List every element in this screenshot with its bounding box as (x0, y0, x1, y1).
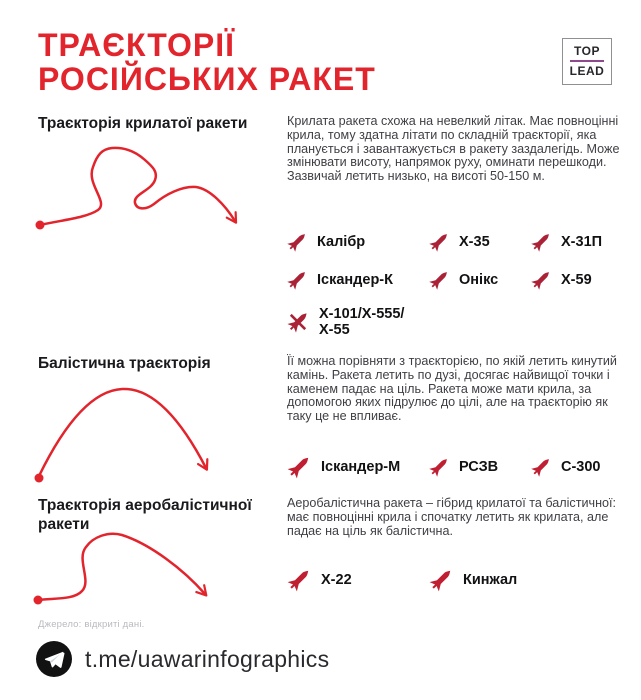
missile-item (427, 230, 527, 254)
missile-label: Онікс (459, 272, 499, 288)
missile-item (427, 455, 527, 479)
missile-item (427, 566, 527, 594)
section-heading: Траєкторія аеробалістичної ракети (38, 497, 252, 533)
telegram-link[interactable] (36, 641, 329, 677)
missile-item (529, 230, 602, 254)
missile-label: Х-31П (561, 234, 603, 250)
telegram-handle: t.me/uawarinfographics (85, 645, 330, 672)
missile-icon (285, 566, 313, 594)
section-heading: Балістична траєкторія (38, 355, 211, 372)
logo-top-text: TOP (574, 44, 600, 58)
top-lead-logo (562, 38, 612, 85)
section-description: Її можна порівняти з траєкторією, по якій летить кинутий камінь. Ракета летить по дузі, досягає найвищої точки і каменем падає на ціль. Ракета може мати крила, за допомогою яких підрулює до цілі, але на траєкторію як таку це не впливає. (287, 354, 617, 424)
missile-label: РСЗВ (459, 459, 499, 475)
missile-icon (285, 268, 309, 292)
missile-list (285, 566, 529, 594)
missile-icon (427, 566, 455, 594)
missile-item (285, 306, 425, 338)
missile-icon (529, 268, 553, 292)
missile-label-line2: Х-55 (319, 322, 350, 338)
missile-label: Х-35 (459, 234, 490, 250)
section-cruise-missile (0, 114, 641, 354)
missile-list (285, 230, 602, 338)
missile-icon (427, 230, 451, 254)
page-title (38, 28, 376, 96)
missile-icon (427, 268, 451, 292)
missile-item (285, 230, 425, 254)
page-title-line1: ТРАЄКТОРІЇ (38, 27, 235, 63)
cruise-trajectory-curve-icon (34, 136, 264, 241)
missile-item (529, 455, 601, 479)
missile-label: Х-59 (561, 272, 592, 288)
section-description: Крилата ракета схожа на невелкий літак. Має повноцінні крила, тому здатна літати по складній траєкторії, яка планується і завантажується в ракету заздалегідь. Може змінювати висоту, напрямок руху, оминати перешкоди. Зазвичай летить низько, на висоті 50-150 м. (287, 114, 620, 184)
missile-icon (427, 455, 451, 479)
source-note: Джерело: відкриті дані. (38, 619, 145, 630)
missile-icon (285, 453, 313, 481)
missile-label: Х-22 (321, 572, 352, 588)
missile-label-line1: Х-101/Х-555/ (319, 306, 405, 322)
missile-list (285, 453, 601, 481)
aeroballistic-trajectory-curve-icon (30, 525, 225, 617)
missile-x-icon (285, 309, 311, 335)
ballistic-trajectory-arc-icon (30, 376, 225, 488)
logo-lead-text: LEAD (569, 63, 605, 78)
missile-icon (529, 230, 553, 254)
missile-label: С-300 (561, 459, 601, 475)
missile-label: Іскандер-М (321, 459, 401, 475)
section-heading: Траєкторія крилатої ракети (38, 115, 248, 132)
missile-label: Кинжал (463, 572, 518, 588)
section-description: Аеробалістична ракета – гібрид крилатої та балістичної: має повноцінні крила і спочатку летить як крилата, але падає на ціль як балістична. (287, 496, 617, 538)
missile-item (529, 268, 602, 292)
section-ballistic (0, 354, 641, 496)
paper-plane-icon (36, 641, 72, 677)
missile-icon (529, 455, 553, 479)
missile-label (319, 306, 404, 338)
section-aeroballistic (0, 496, 641, 620)
page-title-line2: РОСІЙСЬКИХ РАКЕТ (38, 61, 376, 97)
missile-icon (285, 230, 309, 254)
missile-item (285, 453, 425, 481)
missile-label: Іскандер-К (317, 272, 393, 288)
missile-item (427, 268, 527, 292)
missile-item (285, 268, 425, 292)
missile-label: Калібр (317, 234, 366, 250)
missile-item (285, 566, 425, 594)
logo-divider (570, 60, 604, 62)
